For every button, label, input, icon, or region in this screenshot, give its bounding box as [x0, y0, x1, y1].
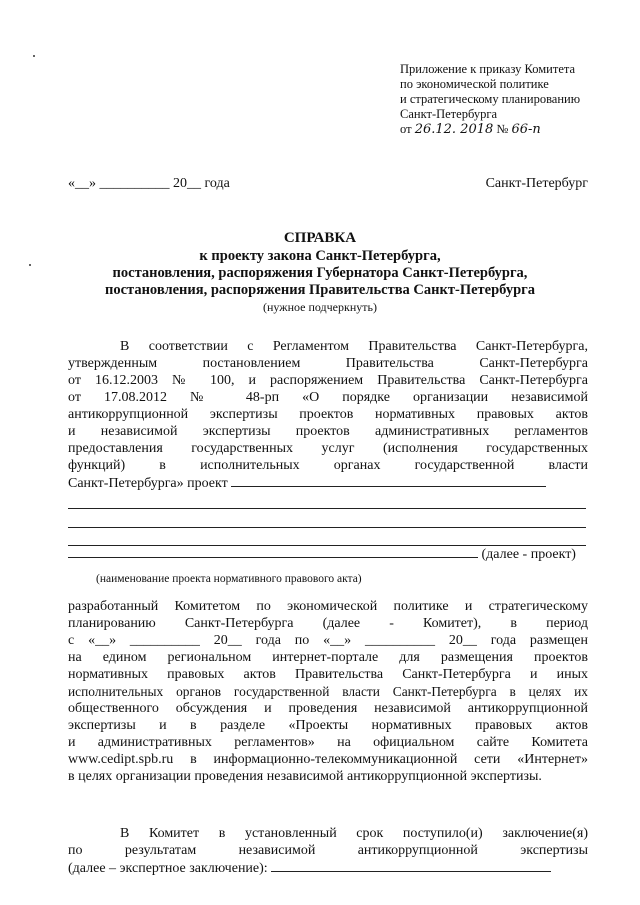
text-line: с «__» __________ 20__ года по «__» __________ 20__ года размещен [68, 633, 588, 648]
text-line: на едином региональном интернет-портале для размещения проектов [68, 650, 588, 665]
annex-date-handwritten: 26.12. 2018 [414, 122, 494, 137]
text-line: разработанный Комитетом по экономической политике и стратегическому [68, 599, 588, 614]
text-line: утвержденным постановлением Правительства Санкт-Петербурга [68, 356, 588, 371]
text-line: и административных регламентов» на официальном сайте Комитета [68, 735, 588, 750]
annex-date-prefix: от [400, 122, 412, 136]
document-title [60, 230, 580, 315]
title-heading: СПРАВКА [283, 230, 357, 246]
conclusion-blank [271, 859, 551, 872]
title-line: постановления, распоряжения Правительства Санкт-Петербурга [104, 282, 535, 298]
scan-speck [33, 55, 35, 57]
annex-number-prefix: № [496, 122, 509, 136]
text-line: антикоррупционной экспертизы проектов нормативных правовых актов [68, 407, 588, 422]
title-note: (нужное подчеркнуть) [263, 300, 377, 314]
text-line: В соответствии с Регламентом Правительства Санкт-Петербурга, [120, 339, 588, 354]
text-line [68, 474, 588, 492]
city-name: Санкт-Петербург [485, 176, 588, 191]
annex-number-handwritten: 66-п [511, 122, 541, 137]
annex-line: Приложение к приказу Комитета [400, 62, 576, 76]
text-line: в целях организации проведения независимой антикоррупционной экспертизы. [68, 769, 542, 784]
annex-line: по экономической политике [400, 77, 549, 91]
text-line [68, 545, 588, 563]
text-line: общественного обсуждения и проведения независимой антикоррупционной [68, 701, 588, 716]
text-line: исполнительных органов государственной власти Санкт-Петербурга в целях их [68, 684, 588, 699]
text-line: по результатам независимой антикоррупционной экспертизы [68, 843, 588, 858]
text-line: планированию Санкт-Петербурга (далее - Комитет), в период [68, 616, 588, 631]
text-line: экспертизы и в разделе «Проекты нормативных правовых актов [68, 718, 588, 733]
annex-line: Санкт-Петербурга [400, 107, 498, 121]
dateline [68, 176, 588, 192]
text-line: нормативных правовых актов Правительства Санкт-Петербурга и иных [68, 667, 588, 682]
paragraph-expert-conclusion [68, 825, 588, 877]
text-line: от 17.08.2012 № 48-рп «О порядке организации независимой [68, 390, 588, 405]
project-line-end [68, 545, 588, 563]
title-line: постановления, распоряжения Губернатора Санкт-Петербурга, [112, 265, 528, 281]
scan-speck [29, 264, 31, 266]
annex-line: и стратегическому планированию [400, 92, 581, 106]
text-line: от 16.12.2003 № 100, и распоряжением Правительства Санкт-Петербурга [68, 373, 588, 388]
text-line: функций) в исполнительных органах государственной власти [68, 458, 588, 473]
text-line [68, 859, 588, 877]
title-line: к проекту закона Санкт-Петербурга, [199, 248, 441, 264]
project-name-line [68, 508, 586, 509]
project-suffix: (далее - проект) [481, 547, 576, 562]
text-line: и независимой экспертизы проектов административных регламентов [68, 424, 588, 439]
text-line: В Комитет в установленный срок поступило(и) заключение(я) [120, 826, 588, 841]
date-template: «__» __________ 20__ года [68, 176, 230, 191]
paragraph-regulation [68, 338, 588, 492]
project-name-blank [231, 474, 546, 487]
text-line: www.cedipt.spb.ru в информационно-телекоммуникационной сети «Интернет» [68, 752, 588, 767]
annex-date-line [400, 122, 600, 137]
annex-block [400, 62, 600, 137]
conclusion-prefix: (далее – экспертное заключение): [68, 861, 268, 876]
project-name-line [68, 527, 586, 528]
project-prefix: Санкт-Петербурга» проект [68, 476, 228, 491]
paragraph-placement [68, 598, 588, 785]
text-line: предоставления государственных услуг (исполнения государственных [68, 441, 588, 456]
project-name-blank [68, 545, 478, 558]
project-caption: (наименование проекта нормативного правового акта) [96, 573, 362, 585]
